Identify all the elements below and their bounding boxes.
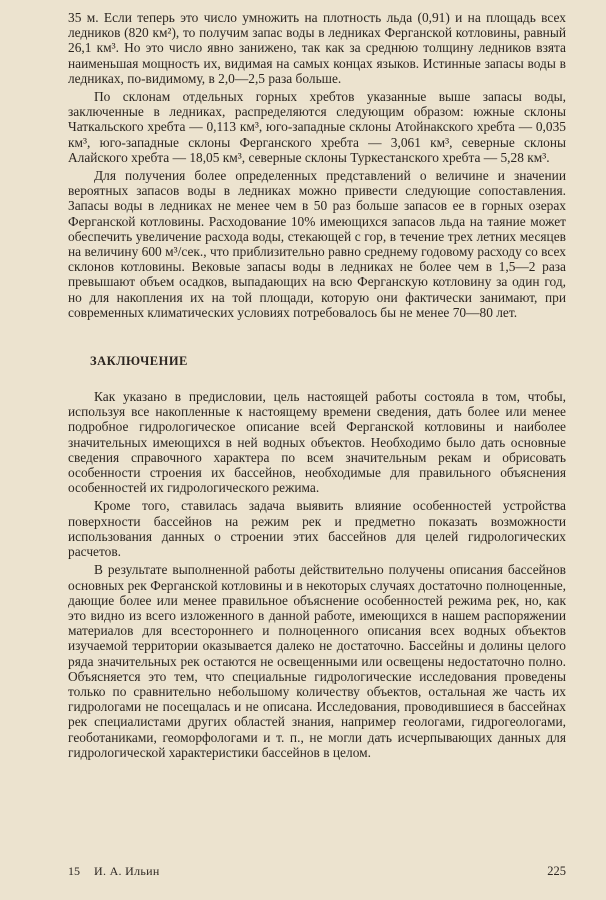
paragraph-glacier-slopes: По склонам отдельных горных хребтов указанные выше запасы воды, заключенные в ледниках, распределяются следующим образом: южные склоны Чаткальского хребта — 0,113 км³, юго-западные склоны Атойнакского хребта — 0,035 км³, юго-западные склоны Ферганского хребта — 3,061 км³, северные склоны Алайского хребта — 18,05 км³, северные склоны Туркестанского хребта — 5,28 км³. <box>68 89 566 165</box>
section-heading: ЗАКЛЮЧЕНИЕ <box>90 354 188 369</box>
paragraph-conclusion-task: Кроме того, ставилась задача выявить влияние особенностей устройства поверхности бассейнов на режим рек и предметно показать возможности использования данных о строении этих бассейнов для целей гидрологических расчетов. <box>68 498 566 560</box>
page-footer <box>68 864 566 879</box>
signature-mark: 15 <box>68 864 80 878</box>
page-number: 225 <box>547 864 566 878</box>
author-name: И. А. Ильин <box>94 864 160 878</box>
paragraph-continuation: 35 м. Если теперь это число умножить на плотность льда (0,91) и на площадь всех ледников (820 км²), то получим запас воды в ледниках Ферганской котловины, равный 26,1 км³. Но это число явно занижено, так как за среднюю толщину ледников взята наименьшая мощность их, видимая на самых концах языков. Истинные запасы воды в ледниках, по-видимому, в 2,0—2,5 раза больше. <box>68 10 566 86</box>
paragraph-conclusion-results: В результате выполненной работы действительно получены описания бассейнов основных рек Ферганской котловины и в некоторых случаях достаточно полноценные, дающие более или менее правильное объяснение особенностей режима рек, но, как это видно из всего изложенного в данной работе, имеющихся в нашем распоряжении материалов для всестороннего и полноценного описания всех водных объектов изучаемой территории оказывается далеко не достаточно. Бассейны и долины целого ряда значительных рек остаются не освещенными или освещены недостаточно полно. Объясняется это тем, что специальные гидрологические исследования проведены только по сравнительно небольшому количеству объектов, остальная же часть их гидрологами не посещалась и не описана. Исследования, проводившиеся в бассейнах рек специалистами других областей знания, например геологами, гидрогеологами, геоботаниками, геоморфологами и т. п., не могли дать исчерпывающих данных для гидрологической характеристики бассейнов в целом. <box>68 562 566 760</box>
paragraph-water-reserves: Для получения более определенных представлений о величине и значении вероятных запасов воды в ледниках можно привести следующие сопоставления. Запасы воды в ледниках не менее чем в 50 раз больше запасов ее в горных озерах Ферганской котловины. Расходование 10% имеющихся запасов льда на таяние может обеспечить увеличение расхода воды, стекающей с гор, в течение трех летних месяцев на величину 600 м³/сек., что приблизительно равно среднему годовому расходу со всех склонов котловины. Вековые запасы воды в ледниках не более чем в 1,5—2 раза превышают объем осадков, выпадающих на всю Ферганскую котловину за один год, но для накопления их на той площади, которую они фактически занимают, при современных климатических условиях потребовалось бы не менее 70—80 лет. <box>68 168 566 320</box>
paragraph-conclusion-purpose: Как указано в предисловии, цель настоящей работы состояла в том, чтобы, используя все накопленные к настоящему времени сведения, дать более или менее подробное гидрологическое описание всей Ферганской котловины и наиболее значительных имеющихся в ней водных объектов. Необходимо было дать основные сведения справочного характера по всем значительным рекам и обрисовать особенности строения их бассейнов, необходимые для правильного объяснения особенностей их гидрологического режима. <box>68 389 566 496</box>
